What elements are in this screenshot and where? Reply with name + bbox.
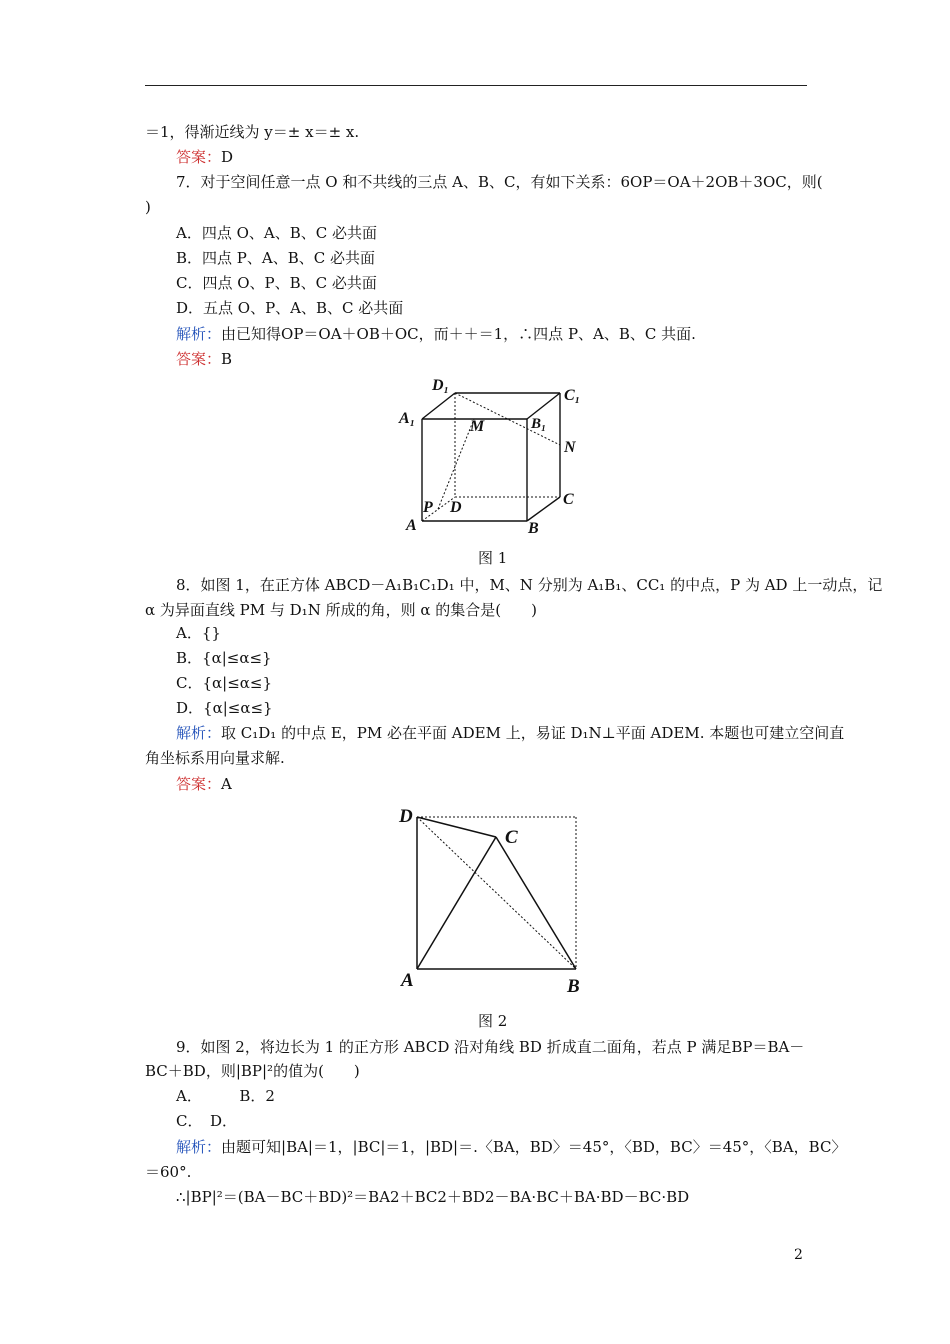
question-9-solution	[176, 1137, 846, 1157]
answer-value: B	[221, 350, 233, 368]
question-8-answer	[176, 774, 232, 794]
label-a: A	[406, 517, 417, 534]
question-8-stem-cont: α 为异面直线 PM 与 D₁N 所成的角，则 α 的集合是( )	[145, 601, 537, 619]
question-7-option-b: B．四点 P、A、B、C 必共面	[176, 249, 375, 267]
solution-text: 取 C₁D₁ 的中点 E，PM 必在平面 ADEM 上，易证 D₁N⊥平面 ADEM. 本题也可建立空间直	[221, 724, 845, 742]
solution-text: 由已知得OP＝OA＋OB＋OC，而＋＋＝1，∴四点 P、A、B、C 共面.	[221, 325, 696, 343]
question-7-answer	[176, 349, 232, 369]
question-9-options-cd: C． D．	[176, 1112, 238, 1130]
label-a1: A₁	[399, 410, 416, 427]
question-9-stem: 9．如图 2，将边长为 1 的正方形 ABCD 沿对角线 BD 折成直二面角，若点 P 满足BP＝BA－	[176, 1038, 805, 1056]
question-7-stem: 7．对于空间任意一点 O 和不共线的三点 A、B、C，有如下关系：6OP＝OA＋2OB＋3OC，则(	[176, 173, 823, 191]
figure-2-folded-square	[395, 800, 595, 1000]
question-8-solution	[176, 723, 844, 743]
label-m: M	[470, 418, 485, 435]
figure-2-caption: 图 2	[478, 1012, 508, 1030]
answer-value: D	[221, 148, 234, 166]
label-b: B	[567, 976, 580, 997]
answer-label: 答案：	[176, 775, 222, 793]
question-8-option-d: D．{α|≤α≤}	[176, 699, 273, 717]
answer-label: 答案：	[176, 350, 222, 368]
question-9-options-ab: A． B．2	[176, 1087, 275, 1105]
question-7-option-d: D．五点 O、P、A、B、C 必共面	[176, 299, 404, 317]
figure-1-cube	[395, 375, 595, 540]
solution-label: 解析：	[176, 1138, 222, 1156]
label-d1: D₁	[432, 377, 450, 394]
question-8-option-a: A．{}	[176, 624, 221, 642]
label-c: C	[505, 827, 518, 848]
question-7-option-c: C．四点 O、P、B、C 必共面	[176, 274, 377, 292]
solution-label: 解析：	[176, 724, 222, 742]
question-7-option-a: A．四点 O、A、B、C 必共面	[176, 224, 377, 242]
question-9-solution-cont: ＝60°.	[145, 1163, 192, 1181]
question-7-solution	[176, 324, 696, 344]
text-line: ＝1，得渐近线为 y＝± x＝± x.	[145, 123, 360, 141]
figure-1-caption: 图 1	[478, 549, 508, 567]
label-a: A	[401, 970, 414, 991]
label-p: P	[423, 499, 433, 516]
question-8-option-c: C．{α|≤α≤}	[176, 674, 273, 692]
label-b1: B₁	[531, 416, 547, 432]
label-d: D	[450, 499, 462, 516]
question-7-stem-cont: )	[145, 198, 151, 216]
label-c1: C₁	[564, 387, 581, 404]
question-8-stem: 8．如图 1，在正方体 ABCD－A₁B₁C₁D₁ 中，M、N 分别为 A₁B₁、CC₁ 的中点，P 为 AD 上一动点，记	[176, 576, 883, 594]
answer-line	[176, 147, 233, 167]
label-d: D	[399, 806, 413, 827]
label-n: N	[564, 439, 576, 456]
question-8-solution-cont: 角坐标系用向量求解.	[145, 749, 285, 767]
header-rule	[145, 85, 807, 86]
label-b: B	[528, 520, 539, 537]
solution-label: 解析：	[176, 325, 222, 343]
question-9-solution-formula: ∴|BP|²＝(BA－BC＋BD)²＝BA2＋BC2＋BD2－BA·BC＋BA·BD－BC·BD	[176, 1188, 690, 1206]
page-number: 2	[794, 1247, 803, 1263]
answer-value: A	[221, 775, 232, 793]
answer-label: 答案：	[176, 148, 222, 166]
question-8-option-b: B．{α|≤α≤}	[176, 649, 272, 667]
solution-text: 由题可知|BA|＝1，|BC|＝1，|BD|＝.〈BA，BD〉＝45°，〈BD，BC〉＝45°，〈BA，BC〉	[221, 1138, 847, 1156]
question-9-stem-cont: BC＋BD，则|BP|²的值为( )	[145, 1062, 360, 1080]
label-c: C	[563, 491, 574, 508]
